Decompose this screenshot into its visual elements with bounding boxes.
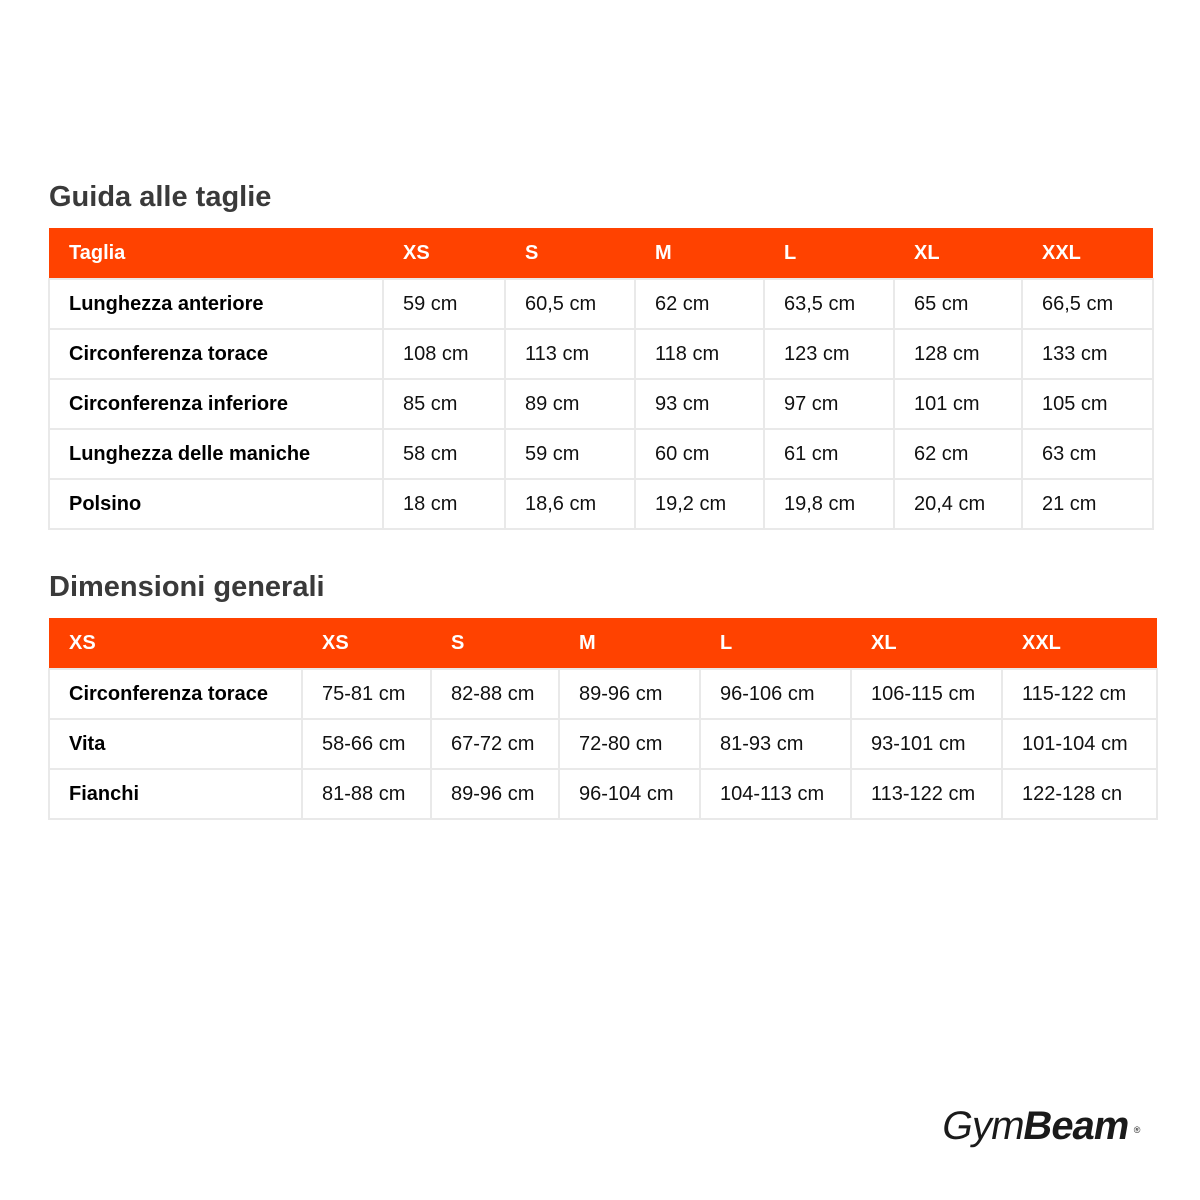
- column-header-xxl: XXL: [1022, 228, 1153, 279]
- logo-text-beam: Beam: [1019, 1104, 1133, 1148]
- general-dimensions-title: Dimensioni generali: [49, 571, 325, 603]
- table-row: [49, 719, 1157, 769]
- column-header-xl: XL: [851, 618, 1002, 669]
- table-cell: 18,6 cm: [505, 479, 635, 529]
- row-label: Lunghezza anteriore: [49, 279, 383, 329]
- table-header-row: [49, 228, 1153, 279]
- table-cell: 20,4 cm: [894, 479, 1022, 529]
- table-cell: 113-122 cm: [851, 769, 1002, 819]
- table-cell: 89-96 cm: [431, 769, 559, 819]
- table-cell: 93 cm: [635, 379, 764, 429]
- table-cell: 62 cm: [894, 429, 1022, 479]
- table-cell: 101 cm: [894, 379, 1022, 429]
- table-cell: 60 cm: [635, 429, 764, 479]
- table-header-row: [49, 618, 1157, 669]
- gymbeam-logo: [938, 1101, 1141, 1151]
- column-header-xl: XL: [894, 228, 1022, 279]
- table-cell: 106-115 cm: [851, 669, 1002, 719]
- table-cell: 63 cm: [1022, 429, 1153, 479]
- table-cell: 101-104 cm: [1002, 719, 1157, 769]
- table-cell: 108 cm: [383, 329, 505, 379]
- logo-text-gym: Gym: [938, 1104, 1028, 1148]
- table-row: [49, 279, 1153, 329]
- table-cell: 62 cm: [635, 279, 764, 329]
- table-cell: 89 cm: [505, 379, 635, 429]
- size-guide-title: Guida alle taglie: [49, 181, 272, 213]
- column-header-size: Taglia: [49, 228, 383, 279]
- table-cell: 58 cm: [383, 429, 505, 479]
- table-cell: 72-80 cm: [559, 719, 700, 769]
- general-dimensions-table: [48, 618, 1158, 820]
- table-cell: 122-128 cn: [1002, 769, 1157, 819]
- table-cell: 104-113 cm: [700, 769, 851, 819]
- row-label: Circonferenza torace: [49, 329, 383, 379]
- size-guide-table: [48, 228, 1154, 530]
- registered-mark: ®: [1133, 1125, 1141, 1135]
- column-header-s: S: [505, 228, 635, 279]
- column-header-label: XS: [49, 618, 302, 669]
- table-cell: 118 cm: [635, 329, 764, 379]
- row-label: Polsino: [49, 479, 383, 529]
- table-cell: 19,2 cm: [635, 479, 764, 529]
- table-cell: 123 cm: [764, 329, 894, 379]
- table-cell: 19,8 cm: [764, 479, 894, 529]
- column-header-s: S: [431, 618, 559, 669]
- table-cell: 96-104 cm: [559, 769, 700, 819]
- column-header-m: M: [635, 228, 764, 279]
- table-cell: 59 cm: [383, 279, 505, 329]
- table-cell: 128 cm: [894, 329, 1022, 379]
- row-label: Fianchi: [49, 769, 302, 819]
- row-label: Circonferenza inferiore: [49, 379, 383, 429]
- table-cell: 61 cm: [764, 429, 894, 479]
- table-cell: 65 cm: [894, 279, 1022, 329]
- table-cell: 93-101 cm: [851, 719, 1002, 769]
- column-header-xs: XS: [383, 228, 505, 279]
- table-cell: 67-72 cm: [431, 719, 559, 769]
- table-cell: 18 cm: [383, 479, 505, 529]
- table-row: [49, 429, 1153, 479]
- table-cell: 75-81 cm: [302, 669, 431, 719]
- column-header-xxl: XXL: [1002, 618, 1157, 669]
- table-cell: 105 cm: [1022, 379, 1153, 429]
- table-row: [49, 479, 1153, 529]
- table-row: [49, 329, 1153, 379]
- column-header-l: L: [700, 618, 851, 669]
- table-cell: 85 cm: [383, 379, 505, 429]
- table-cell: 59 cm: [505, 429, 635, 479]
- table-cell: 89-96 cm: [559, 669, 700, 719]
- table-row: [49, 379, 1153, 429]
- table-cell: 96-106 cm: [700, 669, 851, 719]
- table-cell: 66,5 cm: [1022, 279, 1153, 329]
- table-cell: 97 cm: [764, 379, 894, 429]
- table-cell: 82-88 cm: [431, 669, 559, 719]
- table-cell: 133 cm: [1022, 329, 1153, 379]
- table-cell: 58-66 cm: [302, 719, 431, 769]
- table-cell: 60,5 cm: [505, 279, 635, 329]
- column-header-m: M: [559, 618, 700, 669]
- table-cell: 81-93 cm: [700, 719, 851, 769]
- row-label: Circonferenza torace: [49, 669, 302, 719]
- column-header-xs: XS: [302, 618, 431, 669]
- column-header-l: L: [764, 228, 894, 279]
- row-label: Lunghezza delle maniche: [49, 429, 383, 479]
- table-cell: 63,5 cm: [764, 279, 894, 329]
- table-cell: 21 cm: [1022, 479, 1153, 529]
- row-label: Vita: [49, 719, 302, 769]
- table-cell: 81-88 cm: [302, 769, 431, 819]
- table-cell: 113 cm: [505, 329, 635, 379]
- table-row: [49, 769, 1157, 819]
- table-row: [49, 669, 1157, 719]
- table-cell: 115-122 cm: [1002, 669, 1157, 719]
